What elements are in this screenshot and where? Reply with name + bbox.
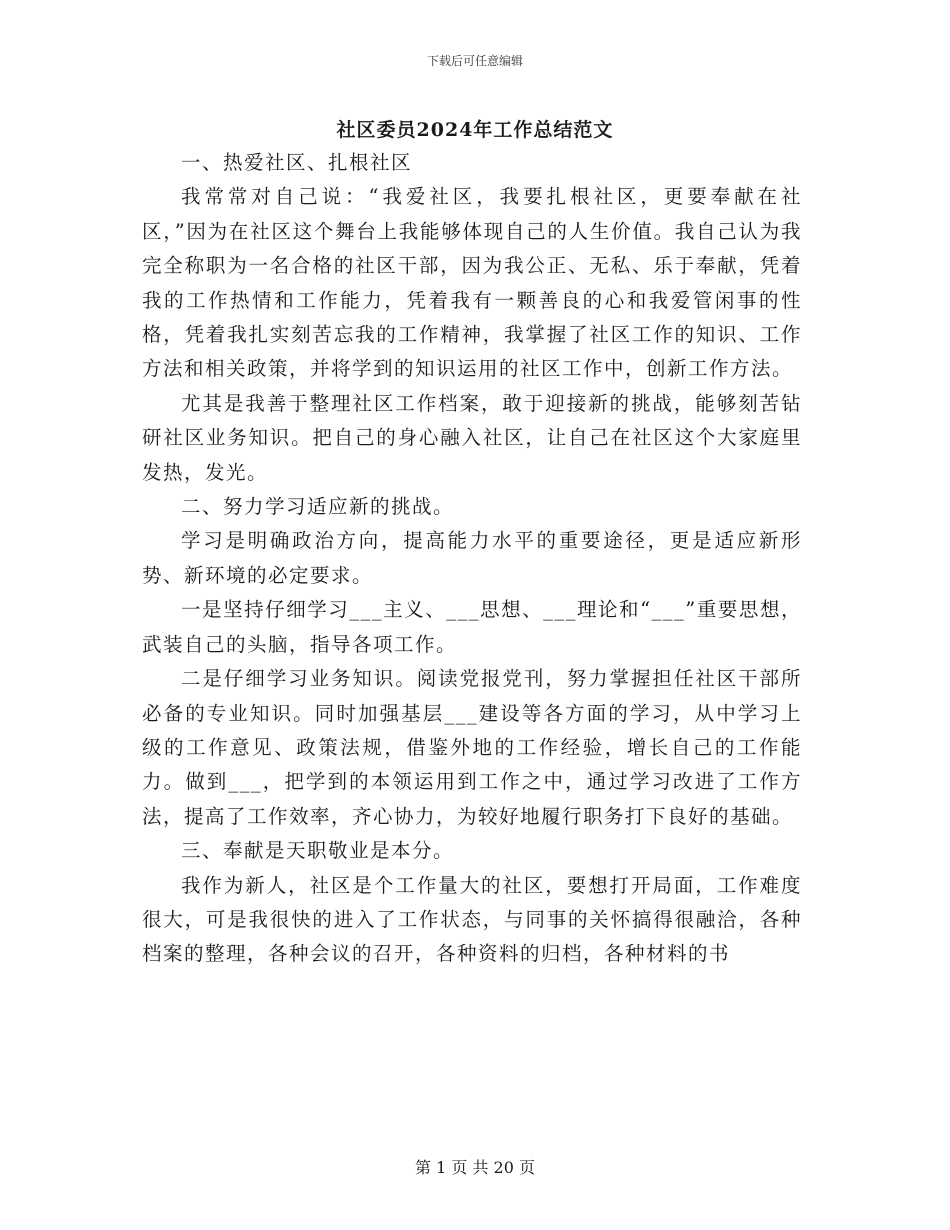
paragraph: 学习是明确政治方向，提高能力水平的重要途径，更是适应新形势、新环境的必定要求。	[142, 529, 802, 587]
paragraph: 我作为新人，社区是个工作量大的社区，要想打开局面，工作难度很大，可是我很快的进入了工作状态，与同事的关怀搞得很融洽，各种档案的整理，各种会议的召开，各种资料的归档，各种材料的书	[142, 873, 802, 966]
header-note: 下载后可任意编辑	[426, 54, 523, 68]
section-heading-3: 三、奉献是天职敬业是本分。	[181, 839, 455, 863]
paragraph: 一是坚持仔细学习___主义、___思想、___理论和“___”重要思想，武装自己的头脑，指导各项工作。	[142, 598, 802, 656]
section-heading-1: 一、热爱社区、扎根社区	[181, 151, 413, 174]
paragraph: 二是仔细学习业务知识。阅读党报党刊，努力掌握担任社区干部所必备的专业知识。同时加强基层___建设等各方面的学习，从中学习上级的工作意见、政策法规，借鉴外地的工作经验，增长自己的工作能力。做到___，把学到的本领运用到工作之中，通过学习改进了工作方法，提高了工作效率，齐心协力，为较好地履行职务打下良好的基础。	[142, 667, 802, 828]
paragraph: 尤其是我善于整理社区工作档案，敢于迎接新的挑战，能够刻苦钻研社区业务知识。把自己的身心融入社区，让自己在社区这个大家庭里发热，发光。	[142, 391, 802, 484]
document-title: 社区委员2024年工作总结范文	[336, 119, 614, 141]
paragraph: 我常常对自己说：“我爱社区，我要扎根社区，更要奉献在社区，”因为在社区这个舞台上我能够体现自己的人生价值。我自己认为我完全称职为一名合格的社区干部，因为我公正、无私、乐于奉献，凭着我的工作热情和工作能力，凭着我有一颗善良的心和我爱管闲事的性格，凭着我扎实刻苦忘我的工作精神，我掌握了社区工作的知识、工作方法和相关政策，并将学到的知识运用的社区工作中，创新工作方法。	[142, 185, 802, 381]
section-heading-2: 二、努力学习适应新的挑战。	[181, 495, 455, 519]
page-number: 第 1 页 共 20 页	[415, 1158, 535, 1177]
document-body	[142, 146, 802, 972]
